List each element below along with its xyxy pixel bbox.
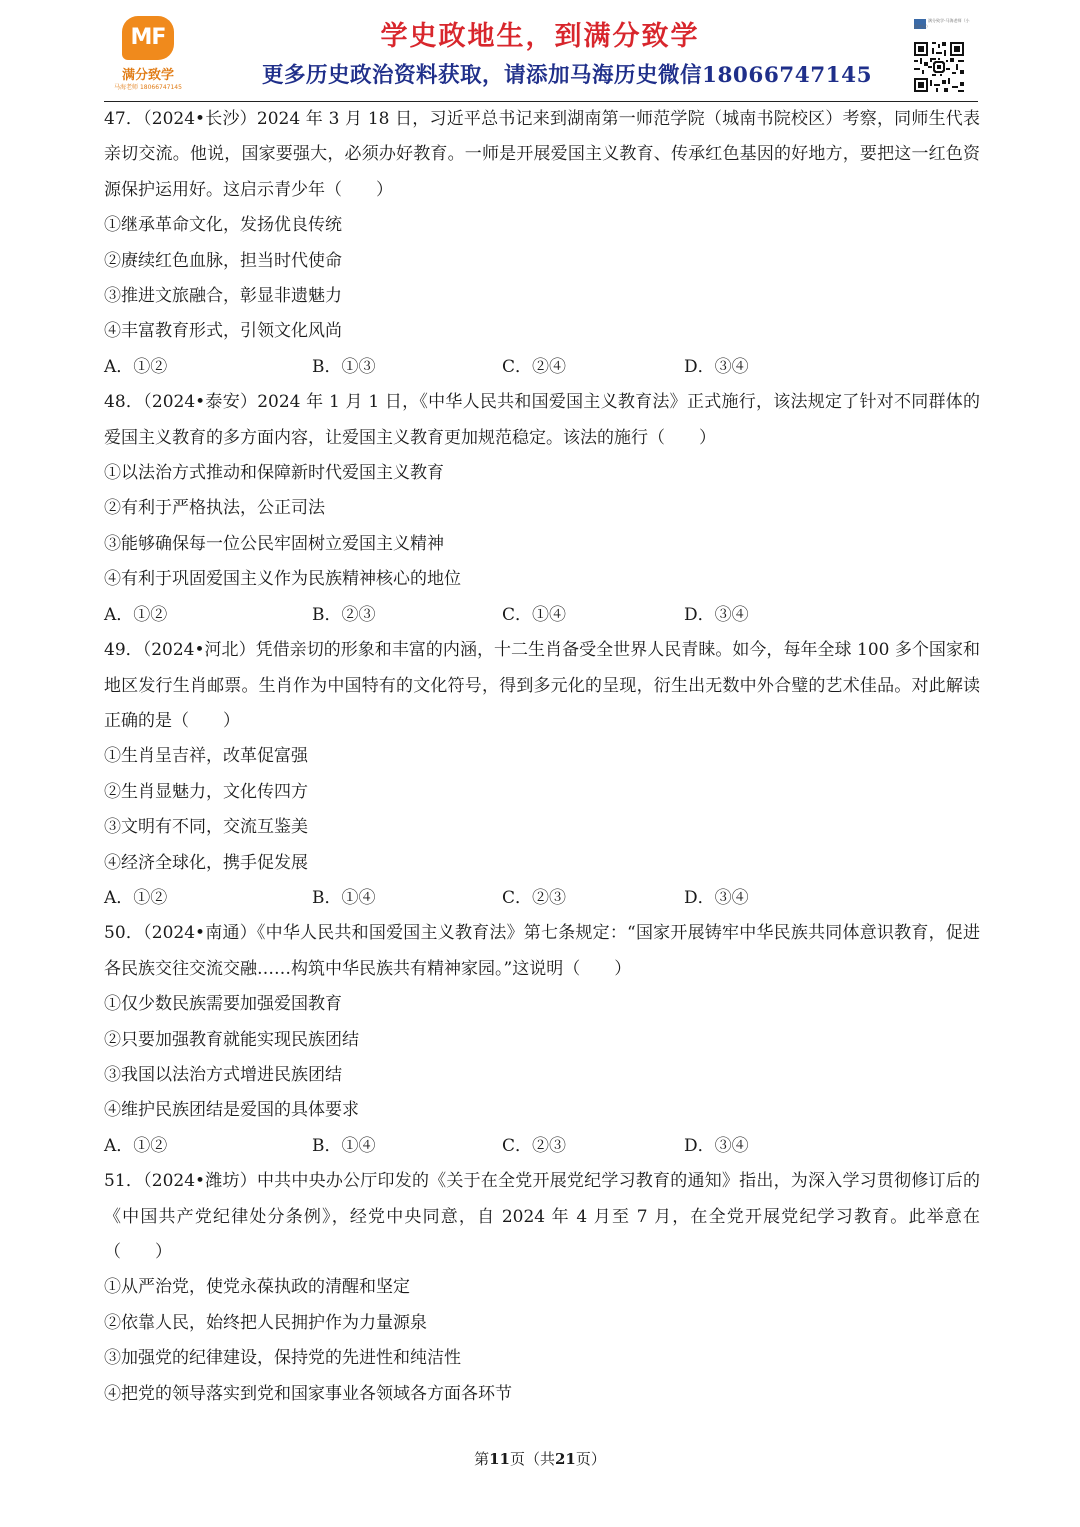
question-block: [104, 102, 980, 385]
statement-option: ③推进文旅融合，彰显非遗魅力: [104, 286, 342, 307]
statement-option: ④把党的领导落实到党和国家事业各领域各方面各环节: [104, 1383, 512, 1404]
page-total: 21: [555, 1450, 576, 1468]
question-stem: 48．（2024•泰安）2024 年 1 月 1 日，《中华人民共和国爱国主义教育法》正式施行，该法规定了针对不同群体的爱国主义教育的多方面内容，让爱国主义教育更加规范稳定。该法的施行（ ）: [104, 392, 980, 448]
answer-choice[interactable]: D．③④: [684, 887, 749, 908]
statement-option: ④丰富教育形式，引领文化风尚: [104, 321, 342, 342]
page-footer: 第11页（共21页）: [474, 1450, 606, 1468]
question-stem: 49．（2024•河北）凭借亲切的形象和丰富的内涵，十二生肖备受全世界人民青睐。如今，每年全球 100 多个国家和地区发行生肖邮票。生肖作为中国特有的文化符号，得到多元化的呈现，衍生出无数中外合璧的艺术佳品。对此解读正确的是（ ）: [104, 640, 980, 731]
statement-option: ④经济全球化，携手促发展: [104, 852, 308, 873]
logo-mark: MF: [122, 16, 174, 60]
answer-choice[interactable]: A．①②: [104, 604, 168, 625]
answer-choice[interactable]: B．①③: [312, 356, 376, 377]
answer-choices: [104, 1129, 980, 1164]
answer-choice[interactable]: D．③④: [684, 356, 749, 377]
qr-code-icon: [912, 40, 966, 94]
question-stem: 51．（2024•潍坊）中共中央办公厅印发的《关于在全党开展党纪学习教育的通知》指出，为深入学习贯彻修订后的《中国共产党纪律处分条例》，经党中央同意，自 2024 年 4 月至 7 月，在全党开展党纪学习教育。此举意在（ ）: [104, 1171, 980, 1262]
answer-choice[interactable]: C．②④: [502, 356, 567, 377]
answer-choices: [104, 598, 980, 633]
brand-logo: [112, 16, 184, 96]
logo-name: 满分致学: [121, 68, 174, 83]
statement-option: ①从严治党，使党永葆执政的清醒和坚定: [104, 1277, 410, 1298]
answer-choice[interactable]: A．①②: [104, 887, 168, 908]
answer-choices: [104, 881, 980, 916]
question-block: [104, 633, 980, 916]
statement-option: ②有利于严格执法，公正司法: [104, 498, 325, 519]
logo-subtitle: 马海老师 18066747145: [114, 84, 182, 91]
question-list: [104, 102, 980, 1412]
statement-option: ②生肖显魅力，文化传四方: [104, 781, 308, 802]
statement-option: ①以法治方式推动和保障新时代爱国主义教育: [104, 463, 444, 484]
answer-choice[interactable]: B．①④: [312, 1135, 376, 1156]
statement-option: ④有利于巩固爱国主义作为民族精神核心的地位: [104, 569, 461, 590]
statement-option: ①仅少数民族需要加强爱国教育: [104, 994, 342, 1015]
question-stem: 47．（2024•长沙）2024 年 3 月 18 日，习近平总书记来到湖南第一师范学院（城南书院校区）考察，同师生代表亲切交流。他说，国家要强大，必须办好教育。一师是开展爱国主义教育、传承红色基因的好地方，要把这一红色资源保护运用好。这启示青少年（ ）: [104, 109, 980, 200]
question-block: [104, 1164, 980, 1412]
statement-option: ③能够确保每一位公民牢固树立爱国主义精神: [104, 533, 444, 554]
page-number: 11: [489, 1450, 510, 1468]
statement-option: ①继承革命文化，发扬优良传统: [104, 215, 342, 236]
statement-option: ②赓续红色血脉，担当时代使命: [104, 250, 342, 271]
answer-choice[interactable]: B．①④: [312, 887, 376, 908]
answer-choice[interactable]: C．②③: [502, 1135, 567, 1156]
statement-option: ③文明有不同，交流互鉴美: [104, 817, 308, 838]
answer-choice[interactable]: B．②③: [312, 604, 376, 625]
answer-choice[interactable]: C．②③: [502, 887, 567, 908]
header-slogan: 学史政地生，到满分致学: [380, 21, 700, 52]
statement-option: ③我国以法治方式增进民族团结: [104, 1064, 342, 1085]
question-block: [104, 385, 980, 633]
statement-option: ②依靠人民，始终把人民拥护作为力量源泉: [104, 1312, 427, 1333]
answer-choice[interactable]: C．①④: [502, 604, 567, 625]
header-contact: 更多历史政治资料获取，请添加马海历史微信18066747145: [262, 63, 873, 88]
question-stem: 50．（2024•南通）《中华人民共和国爱国主义教育法》第七条规定：“国家开展铸牢中华民族共同体意识教育，促进各民族交往交流交融……构筑中华民族共有精神家园。”这说明（ ）: [104, 923, 980, 979]
answer-choice[interactable]: D．③④: [684, 1135, 749, 1156]
statement-option: ③加强党的纪律建设，保持党的先进性和纯洁性: [104, 1348, 461, 1369]
statement-option: ④维护民族团结是爱国的具体要求: [104, 1100, 359, 1121]
page-header: [0, 0, 1080, 104]
statement-option: ②只要加强教育就能实现民族团结: [104, 1029, 359, 1050]
answer-choice[interactable]: A．①②: [104, 1135, 168, 1156]
statement-option: ①生肖呈吉祥，改革促富强: [104, 746, 308, 767]
question-block: [104, 916, 980, 1164]
qr-caption: 满分致学-马海老师（小程序码）: [914, 18, 970, 29]
answer-choice[interactable]: D．③④: [684, 604, 749, 625]
answer-choices: [104, 350, 980, 385]
answer-choice[interactable]: A．①②: [104, 356, 168, 377]
